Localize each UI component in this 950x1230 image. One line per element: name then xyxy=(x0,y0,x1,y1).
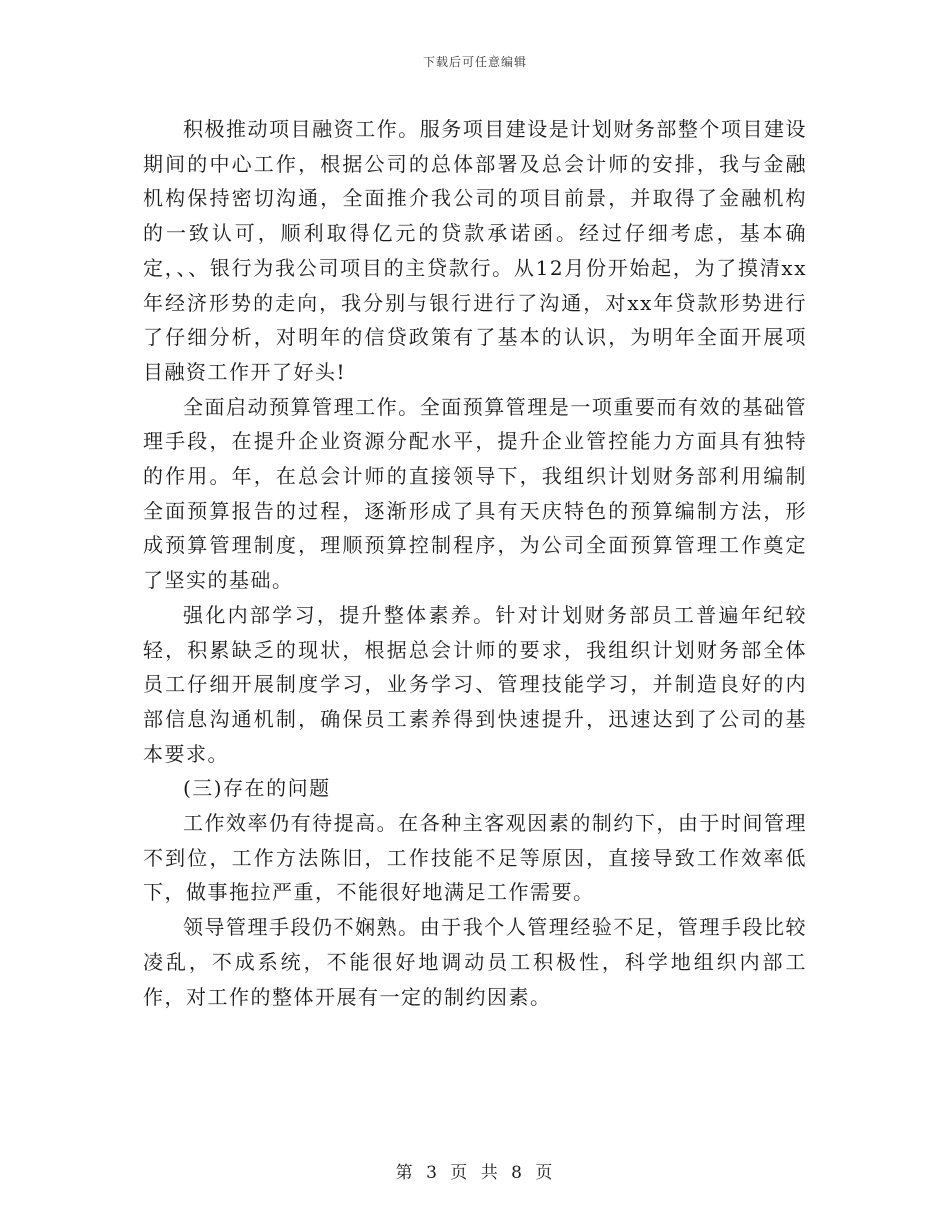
paragraph-budget-management: 全面启动预算管理工作。全面预算管理是一项重要而有效的基础管理手段，在提升企业资源分配水平，提升企业管控能力方面具有独特的作用。年，在总会计师的直接领导下，我组织计划财务部利用编制全面预算报告的过程，逐渐形成了具有天庆特色的预算编制方法，形成预算管理制度，理顺预算控制程序，为公司全面预算管理工作奠定了坚实的基础。 xyxy=(143,394,807,593)
paragraph-work-efficiency: 工作效率仍有待提高。在各种主客观因素的制约下，由于时间管理不到位，工作方法陈旧，工作技能不足等原因，直接导致工作效率低下，做事拖拉严重，不能很好地满足工作需要。 xyxy=(143,811,807,905)
paragraph-management-means: 领导管理手段仍不娴熟。由于我个人管理经验不足，管理手段比较凌乱，不成系统，不能很好地调动员工积极性，科学地组织内部工作，对工作的整体开展有一定的制约因素。 xyxy=(143,915,807,1009)
paragraph-internal-learning: 强化内部学习，提升整体素养。针对计划财务部员工普遍年纪较轻，积累缺乏的现状，根据总会计师的要求，我组织计划财务部全体员工仔细开展制度学习，业务学习、管理技能学习，并制造良好的内部信息沟通机制，确保员工素养得到快速提升，迅速达到了公司的基本要求。 xyxy=(143,602,807,766)
page-header: 下载后可任意编辑 xyxy=(422,55,527,69)
paragraph-financing: 积极推动项目融资工作。服务项目建设是计划财务部整个项目建设期间的中心工作，根据公司的总体部署及总会计师的安排，我与金融机构保持密切沟通，全面推介我公司的项目前景，并取得了金融机构的一致认可，顺利取得亿元的贷款承诺函。经过仔细考虑，基本确定，、、银行为我公司项目的主贷款行。从12月份开始起，为了摸清xx年经济形势的走向，我分别与银行进行了沟通，对xx年贷款形势进行了仔细分析，对明年的信贷政策有了基本的认识，为明年全面开展项目融资工作开了好头! xyxy=(143,117,807,384)
document-body xyxy=(143,112,807,1014)
section-heading-problems: (三)存在的问题 xyxy=(183,776,331,801)
page-number-footer: 第 3 页 共 8 页 xyxy=(395,1163,555,1183)
